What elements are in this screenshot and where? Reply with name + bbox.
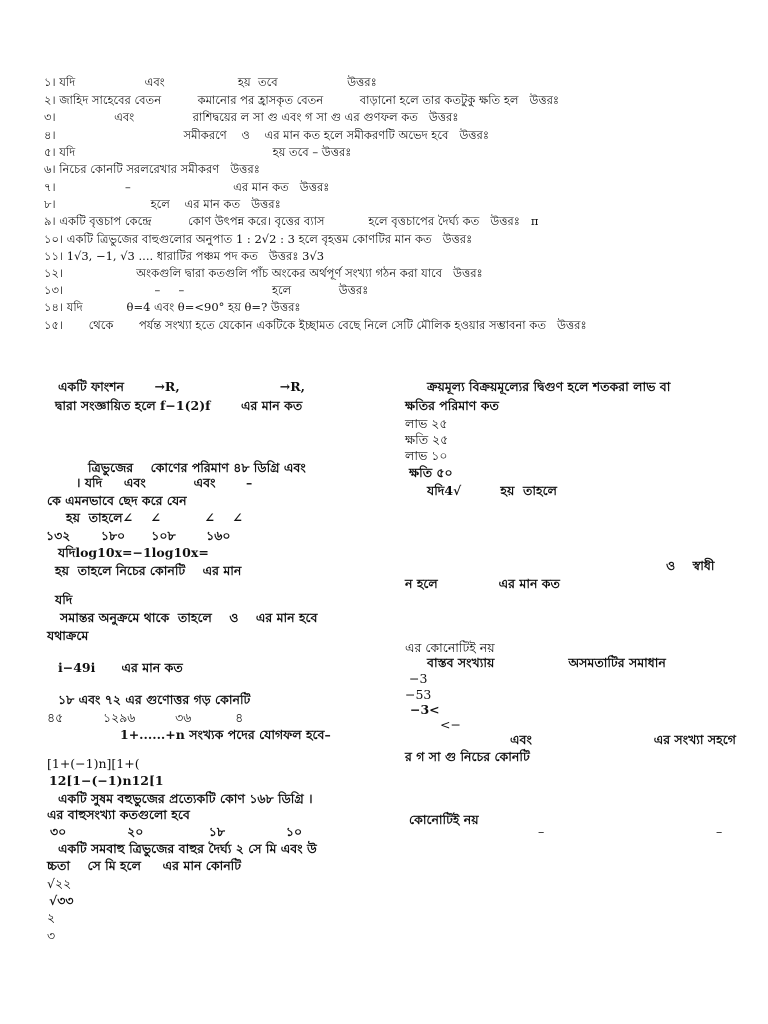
mcq-right-line-3: লাভ ২৫	[405, 416, 448, 431]
mcq-right-line-6: ক্ষতি ৫০	[409, 465, 453, 480]
mcq-left-line-8: যদিlog10x=−1log10x=	[58, 545, 209, 560]
short-question-5: ৫। যদি হয় তবে – উত্তরঃ	[44, 145, 352, 159]
mcq-left-line-13: i−49i এর মান কত	[58, 660, 183, 675]
mcq-left-line-1: একটি ফাংশন →R, →R,	[58, 379, 305, 394]
short-question-6: ৬। নিচের কোনটি সরলরেখার সমীকরণ উত্তরঃ	[44, 162, 260, 176]
mcq-right-line-17: র গ সা গু নিচের কোনটি	[405, 749, 530, 764]
short-question-10: ১০। একটি ত্রিভুজের বাহুগুলোর অনুপাত 1 : 2√2 : 3 হলে বৃহত্তম কোণটির মান কত উত্তরঃ	[44, 232, 473, 246]
mcq-left-line-4: । যদি এবং এবং –	[76, 475, 253, 490]
short-question-13: ১৩। – – হলে উত্তরঃ	[44, 283, 369, 297]
mcq-left-line-3: ত্রিভুজের কোণের পরিমাণ ৪৮ ডিগ্রি এবং	[88, 460, 306, 475]
mcq-left-line-25: √৩৩	[49, 893, 74, 908]
mcq-left-line-16: 1+......+n সংখ্যক পদের যোগফল হবে–	[120, 727, 331, 742]
short-question-1: ১। যদি এবং হয় তবে উত্তরঃ	[44, 75, 377, 89]
mcq-left-line-22: একটি সমবাহু ত্রিভুজের বাহুর দৈর্ঘ্য ২ সে মি এবং উ	[58, 841, 317, 856]
mcq-right-line-14: −3<	[410, 702, 440, 717]
short-question-9: ৯। একটি বৃত্তচাপ কেন্দ্রে কোণ উৎপন্ন করে। বৃত্তের ব্যাস হলে বৃত্তচাপের দৈর্ঘ্য কত উত্তরঃ π	[44, 214, 539, 228]
short-question-11: ১১। 1√3, −1, √3 .... ধারাটির পঞ্চম পদ কত উত্তরঃ 3√3	[44, 249, 325, 263]
mcq-left-line-17: [1+(−1)n][1+(	[47, 756, 140, 771]
mcq-right-line-18: কোনোটিই নয়	[409, 812, 479, 827]
mcq-left-line-21: ৩০ ২০ ১৮ ১০	[50, 824, 303, 839]
mcq-right-line-11: বাস্তব সংখ্যায় অসমতাটির সমাধান	[427, 655, 666, 670]
mcq-right-line-2: ক্ষতির পরিমাণ কত	[405, 398, 499, 413]
short-question-14: ১৪। যদি θ=4 এবং θ=<90° হয় θ=? উত্তরঃ	[44, 300, 301, 314]
mcq-left-line-20: এর বাহুসংখ্যা কতগুলো হবে	[47, 807, 190, 822]
mcq-left-line-19: একটি সুষম বহুভুজের প্রত্যেকটি কোণ ১৬৮ ডিগ্রি ।	[58, 791, 313, 806]
mcq-right-line-10: এর কোনোটিই নয়	[405, 640, 495, 655]
short-question-7: ৭। – এর মান কত উত্তরঃ	[44, 180, 330, 194]
mcq-left-line-5: কে এমনভাবে ছেদ করে যেন	[47, 493, 187, 508]
mcq-right-line-15: <−	[440, 717, 461, 732]
mcq-right-line-13: −53	[405, 687, 432, 702]
mcq-left-line-26: ২	[47, 910, 56, 925]
mcq-left-line-24: √২২	[47, 876, 72, 891]
mcq-right-line-4: ক্ষতি ২৫	[405, 432, 449, 447]
mcq-left-line-2: দ্বারা সংজ্ঞায়িত হলে f−1(2)f এর মান কত	[55, 398, 303, 413]
mcq-left-line-7: ১৩২ ১৮০ ১০৮ ১৬০	[46, 528, 231, 543]
short-question-3: ৩। এবং রাশিদ্বয়ের ল সা গু এবং গ সা গু এর গুণফল কত উত্তরঃ	[44, 110, 459, 124]
mcq-left-line-10: যদি	[55, 592, 73, 607]
short-question-15: ১৫। থেকে পর্যন্ত সংখ্যা হতে যেকোন একটিকে ইচ্ছামত বেছে নিলে সেটি মৌলিক হওয়ার সম্ভাবনা কত উত্তরঃ	[44, 318, 587, 332]
mcq-right-line-12: −3	[409, 671, 428, 686]
short-question-2: ২। জাহিদ সাহেবের বেতন কমানোর পর হ্রাসকৃত বেতন বাড়ানো হলে তার কতটুকু ক্ষতি হল উত্তরঃ	[44, 93, 560, 107]
mcq-left-line-12: যথাক্রমে	[47, 628, 89, 643]
mcq-left-line-23: চ্চতা সে মি হলে এর মান কোনটি	[47, 858, 242, 873]
mcq-left-line-9: হয় তাহলে নিচের কোনটি এর মান	[55, 563, 242, 578]
short-question-12: ১২। অংকগুলি দ্বারা কতগুলি পাঁচ অংকের অর্থপূর্ণ সংখ্যা গঠন করা যাবে উত্তরঃ	[44, 266, 483, 280]
mcq-left-line-14: ১৮ এবং ৭২ এর গুণোত্তর গড় কোনটি	[58, 692, 251, 707]
mcq-right-line-19: –	[538, 824, 545, 839]
mcq-left-line-27: ৩	[47, 928, 56, 943]
mcq-left-line-18: 12[1−(−1)n12[1	[49, 773, 164, 788]
mcq-right-line-9: ন হলে এর মান কত	[405, 576, 560, 591]
mcq-left-line-11: সমান্তর অনুক্রমে থাকে তাহলে ও এর মান হবে	[60, 610, 318, 625]
mcq-left-line-15: ৪৫ ১২৯৬ ৩৬ ৪	[47, 710, 244, 725]
short-question-4: ৪। সমীকরণে ও এর মান কত হলে সমীকরণটি অভেদ হবে উত্তরঃ	[44, 128, 489, 142]
mcq-right-line-20: –	[716, 824, 723, 839]
mcq-right-line-7: যদি4√ হয় তাহলে	[427, 483, 557, 498]
mcq-right-line-1: ক্রয়মূল্য বিক্রয়মূল্যের দ্বিগুণ হলে শতকরা লাভ বা	[427, 379, 671, 394]
mcq-right-line-5: লাভ ১০	[405, 448, 448, 463]
short-question-8: ৮। হলে এর মান কত উত্তরঃ	[44, 197, 281, 211]
mcq-left-line-6: হয় তাহলে∠ ∠ ∠ ∠	[66, 510, 243, 525]
mcq-right-line-8: ও স্বাধী	[666, 558, 715, 573]
mcq-right-line-16: এবং এর সংখ্যা সহগে	[510, 732, 736, 747]
